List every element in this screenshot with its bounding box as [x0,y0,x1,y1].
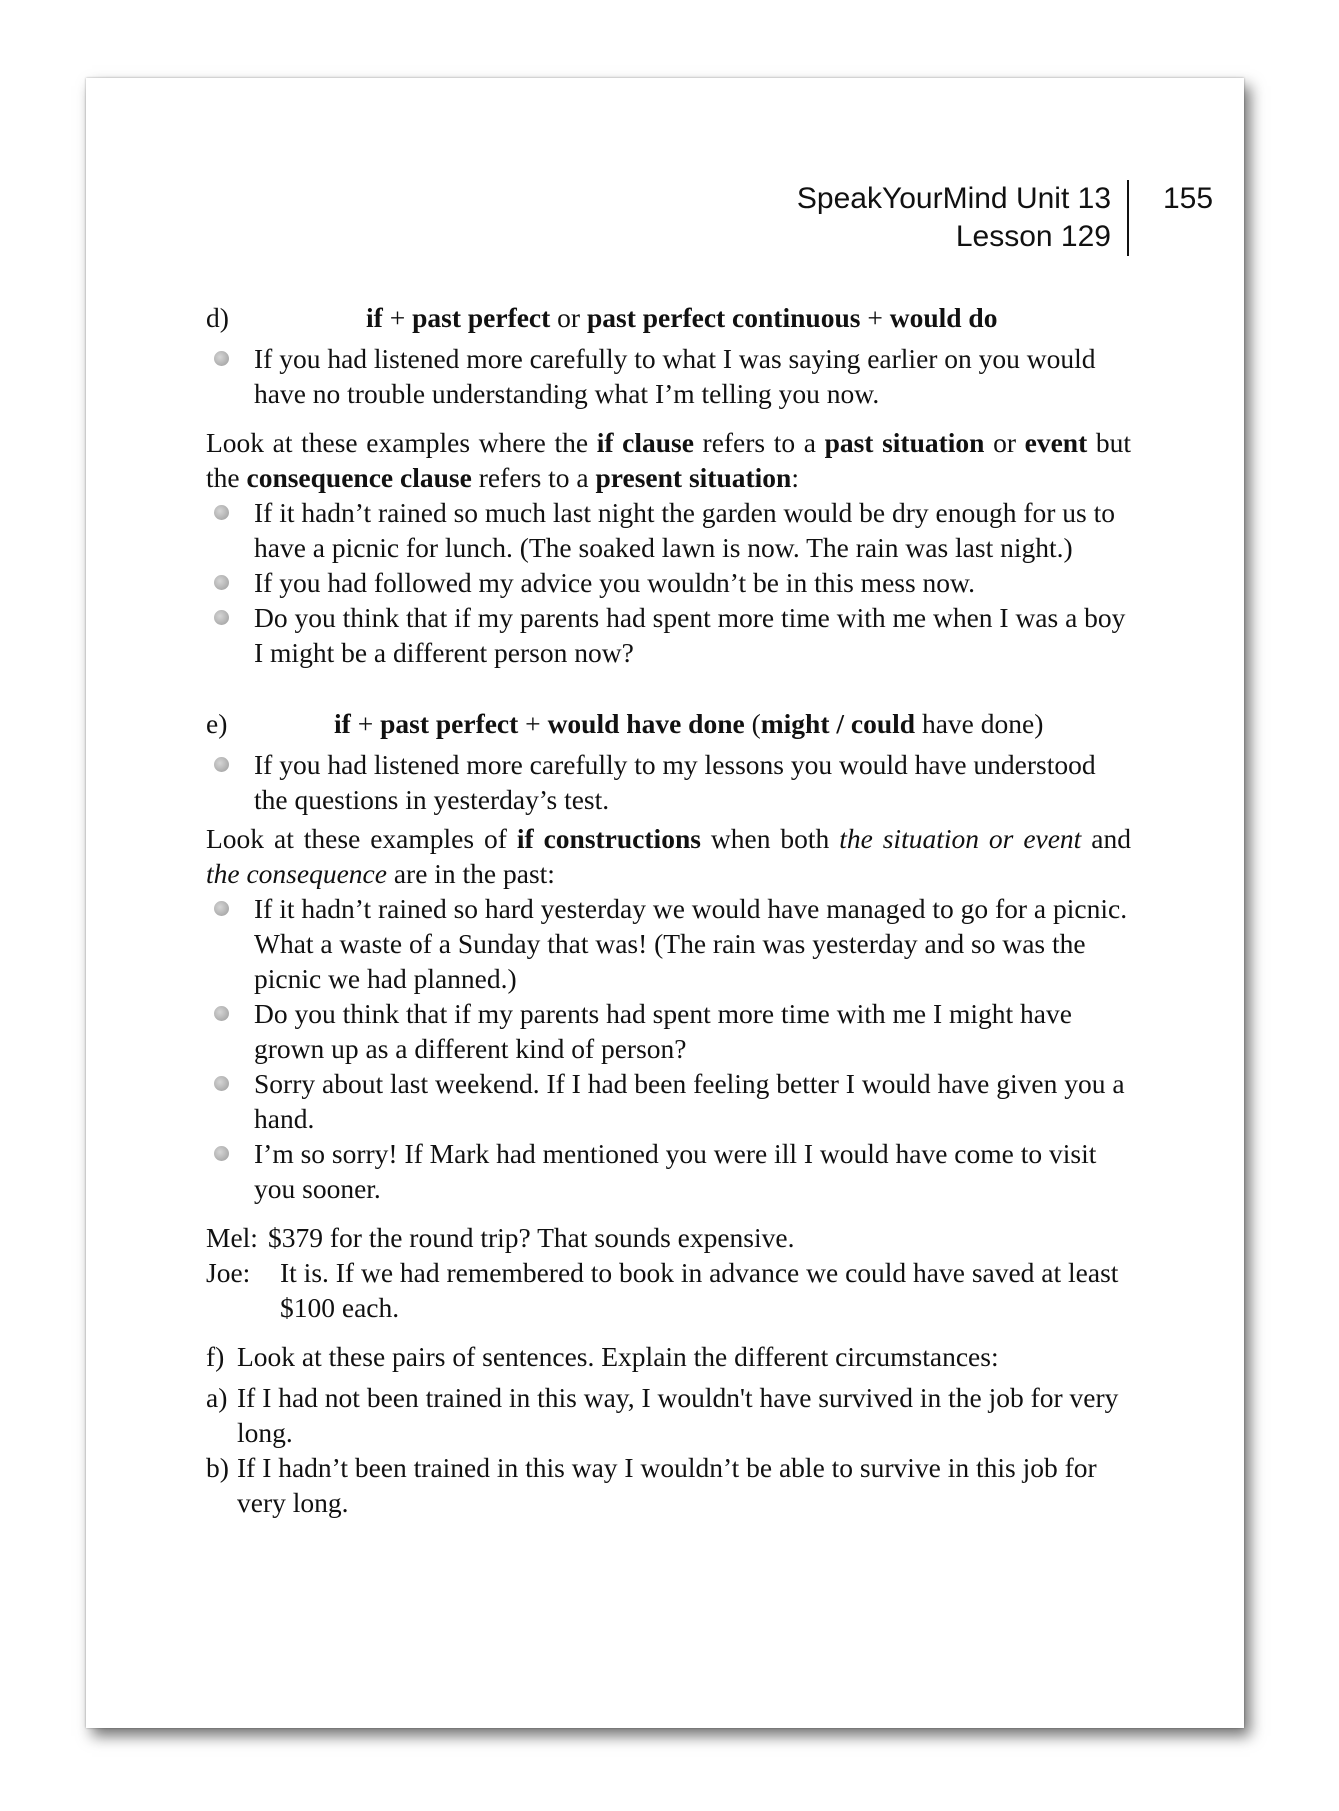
dialog-line-joe [206,1255,1131,1325]
bullet-icon [214,505,229,520]
section-f-item-b [206,1450,1131,1520]
list-item-text: Do you think that if my parents had spent more time with me I might have grown up as a different kind of person? [254,998,1072,1064]
bullet-icon [214,610,229,625]
list-item [206,1066,1131,1136]
section-e-example-list [206,747,1131,817]
section-f-letter: f) [206,1341,225,1372]
bullet-icon [214,757,229,772]
bullet-icon [214,1146,229,1161]
page-number: 155 [1163,182,1214,215]
section-d-bullets [206,495,1131,670]
list-item-text: If it hadn’t rained so much last night the garden would be dry enough for us to have a picnic for lunch. (The soaked lawn is now. The rain was last night.) [254,497,1115,563]
bullet-icon [214,901,229,916]
section-e-heading [206,706,1131,741]
list-item [206,996,1131,1066]
section-e-bullets [206,891,1131,1206]
section-e-example: If you had listened more carefully to my lessons you would have understood the questions in yesterday’s test. [254,749,1096,815]
list-item [206,565,1131,600]
running-header [797,180,1129,256]
section-e-formula: if + past perfect + would have done (might / could have done) [334,708,1044,739]
section-d-letter: d) [206,302,229,333]
bullet-icon [214,1006,229,1021]
section-e-intro: Look at these examples of if constructions when both the situation or event and the consequence are in the past: [206,823,1131,889]
bullet-icon [214,575,229,590]
list-item [206,1136,1131,1206]
item-label: a) [206,1382,228,1413]
item-label: b) [206,1452,229,1483]
dialog-speaker: Joe: [206,1257,251,1288]
section-d-intro: Look at these examples where the if clause refers to a past situation or event but the consequence clause refers to a present situation: [206,427,1131,493]
item-text: If I hadn’t been trained in this way I wouldn’t be able to survive in this job for very long. [237,1452,1097,1518]
header-lesson: Lesson 129 [955,220,1111,253]
bullet-icon [214,351,229,366]
list-item [206,747,1131,817]
section-d-example-list [206,341,1131,411]
list-item-text: If you had followed my advice you wouldn’t be in this mess now. [254,567,976,598]
dialog-line-mel [206,1220,1131,1255]
list-item [206,341,1131,411]
list-item-text: I’m so sorry! If Mark had mentioned you were ill I would have come to visit you sooner. [254,1138,1097,1204]
dialog-speaker: Mel: [206,1222,258,1253]
section-f-item-a [206,1380,1131,1450]
section-d-heading [206,300,1131,335]
document-page [86,78,1244,1728]
list-item-text: Sorry about last weekend. If I had been feeling better I would have given you a hand. [254,1068,1125,1134]
section-f-instruction [206,1339,1131,1374]
item-text: If I had not been trained in this way, I wouldn't have survived in the job for very long. [237,1382,1119,1448]
dialog-block [206,1220,1131,1325]
list-item [206,600,1131,670]
list-item [206,891,1131,996]
bullet-icon [214,1076,229,1091]
section-e-letter: e) [206,708,228,739]
dialog-text: $379 for the round trip? That sounds expensive. [268,1222,795,1253]
list-item-text: Do you think that if my parents had spent more time with me when I was a boy I might be a different person now? [254,602,1126,668]
section-d-example: If you had listened more carefully to what I was saying earlier on you would have no trouble understanding what I’m telling you now. [254,343,1096,409]
header-unit: SpeakYourMind Unit 13 [796,182,1111,215]
section-f-text: Look at these pairs of sentences. Explain the different circumstances: [237,1341,999,1372]
section-d-formula: if + past perfect or past perfect continuous + would do [366,302,998,333]
list-item-text: If it hadn’t rained so hard yesterday we would have managed to go for a picnic. What a waste of a Sunday that was! (The rain was yesterday and so was the picnic we had planned.) [254,893,1128,994]
dialog-text: It is. If we had remembered to book in advance we could have saved at least $100 each. [280,1257,1119,1323]
list-item [206,495,1131,565]
page-content [206,300,1131,1520]
